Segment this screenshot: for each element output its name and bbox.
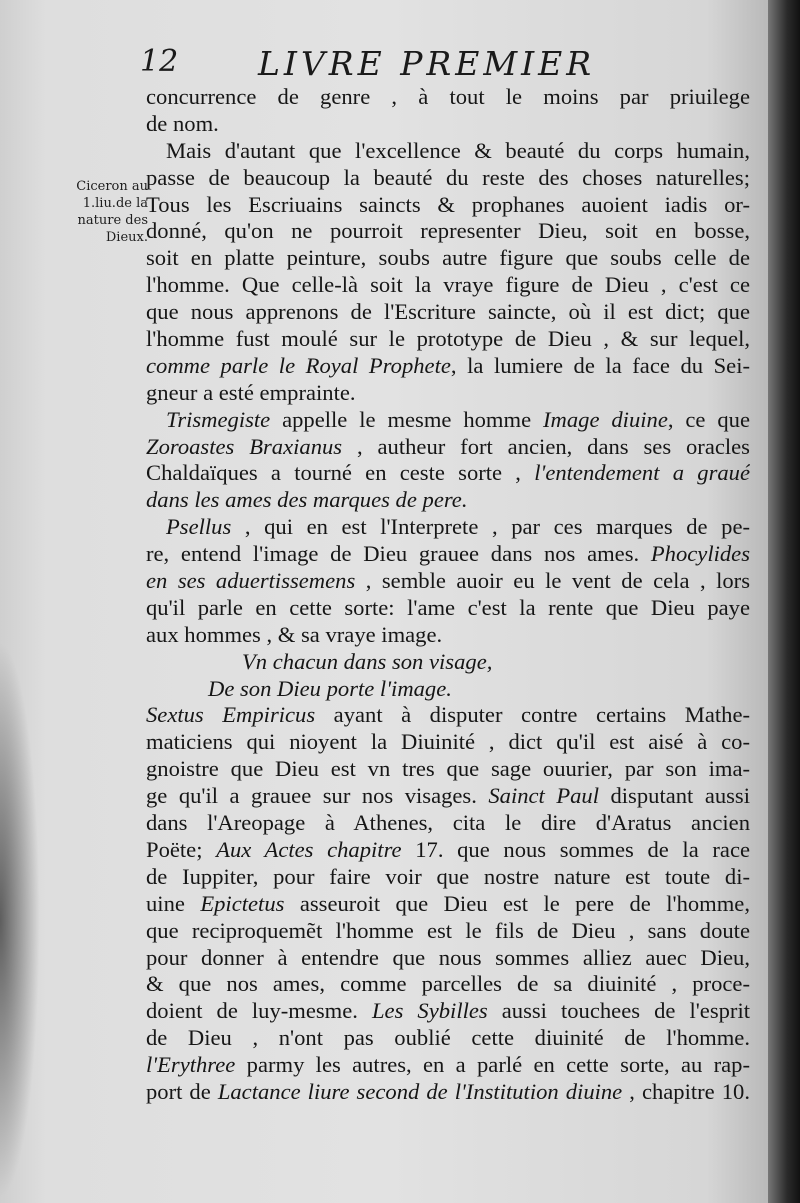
text-segment: l'homme fust moulé sur le prototype de Dieu , & sur lequel, (146, 326, 750, 352)
text-line (146, 326, 750, 353)
text-segment: maticiens qui nioyent la Diuinité , dict qu'il est aisé à co- (146, 729, 750, 755)
text-line (146, 676, 750, 703)
running-head: LIVRE PREMIER (258, 44, 596, 83)
text-line (146, 407, 750, 434)
text-line (146, 891, 750, 918)
page-shadow (0, 640, 40, 1200)
margin-note-line: Ciceron au (76, 179, 148, 194)
italic-text: Trismegiste (166, 406, 271, 432)
italic-text: Epictetus (200, 890, 285, 916)
page-number: 12 (140, 44, 179, 79)
text-line (146, 568, 750, 595)
italic-text: Sextus Empiricus (146, 702, 316, 728)
text-segment: dans l'Areopage à Athenes, cita le dire d'Aratus ancien (146, 810, 750, 836)
italic-text: De son Dieu porte l'image. (208, 675, 452, 701)
text-segment: , autheur fort ancien, dans ses oracles (342, 433, 750, 459)
italic-text: Sainct Paul (488, 783, 599, 809)
text-line (146, 272, 750, 299)
margin-note (56, 178, 148, 246)
text-line (146, 756, 750, 783)
text-line (146, 729, 750, 756)
italic-text: l'Erythree (146, 1052, 236, 1078)
text-line (146, 299, 750, 326)
text-segment: doient de luy-mesme. (146, 998, 372, 1024)
text-line (146, 971, 750, 998)
text-segment: aussi touchees de l'esprit (487, 998, 750, 1024)
italic-text: Image diuine (543, 406, 668, 432)
text-segment: soit en platte peinture, soubs autre figure que soubs celle de (146, 245, 750, 271)
text-line (146, 810, 750, 837)
margin-note-line: 1.liu.de la (82, 196, 148, 211)
text-segment: appelle le mesme homme (270, 406, 544, 432)
text-segment: Chaldaïques a tourné en ceste sorte , (146, 460, 535, 486)
text-line (146, 353, 750, 380)
italic-text: Les Sybilles (371, 998, 488, 1024)
text-segment: & que nos ames, comme parcelles de sa diuinité , proce- (146, 971, 750, 997)
text-segment: , chapitre 10. (622, 1078, 750, 1104)
text-segment: de nom. (146, 110, 219, 136)
text-line (146, 1025, 750, 1052)
italic-text: Vn chacun dans son visage, (242, 648, 493, 674)
text-line (146, 434, 750, 461)
text-segment: aux hommes , & sa vraye image. (146, 621, 443, 647)
text-line (146, 192, 750, 219)
text-line (146, 460, 750, 487)
text-line (146, 702, 750, 729)
text-line (146, 487, 750, 514)
italic-text: l'entendement a graué (534, 460, 750, 486)
text-segment: l'homme. Que celle-là soit la vraye figure de Dieu , c'est ce (146, 272, 750, 298)
text-segment: passe de beaucoup la beauté du reste des choses naturelles; (146, 164, 750, 190)
italic-text: Psellus (166, 514, 232, 540)
text-segment: asseuroit que Dieu est le pere de l'homme, (284, 890, 750, 916)
text-segment: gneur a esté emprainte. (146, 379, 356, 405)
text-line (146, 245, 750, 272)
text-line (146, 111, 750, 138)
text-segment: pour donner à entendre que nous sommes alliez auec Dieu, (146, 944, 750, 970)
text-segment: Mais d'autant que l'excellence & beauté du corps humain, (166, 137, 750, 163)
text-segment: , la lumiere de la face du Sei- (450, 352, 750, 378)
text-line (146, 1079, 750, 1106)
text-line (146, 1052, 750, 1079)
text-line (146, 218, 750, 245)
italic-text: Lactance liure second de l'Institution diuine (217, 1078, 623, 1104)
text-segment: ayant à disputer contre certains Mathe- (315, 702, 750, 728)
text-line (146, 945, 750, 972)
text-segment: disputant aussi (599, 783, 750, 809)
body-text (146, 84, 750, 1106)
text-line (146, 837, 750, 864)
italic-text: comme parle le Royal Prophete (146, 352, 451, 378)
text-line (146, 541, 750, 568)
text-line (146, 514, 750, 541)
text-line (146, 864, 750, 891)
text-segment: , qui en est l'Interprete , par ces marques de pe- (231, 514, 750, 540)
text-line (146, 138, 750, 165)
text-segment: gnoistre que Dieu est vn tres que sage ouurier, par son ima- (146, 756, 750, 782)
text-segment: re, entend l'image de Dieu grauee dans nos ames. (146, 541, 651, 567)
italic-text: Phocylides (650, 541, 750, 567)
text-segment: qu'il parle en cette sorte: l'ame c'est la rente que Dieu paye (146, 594, 750, 620)
text-segment: Tous les Escriuains saincts & prophanes auoient iadis or- (146, 191, 750, 217)
text-line (146, 84, 750, 111)
text-line (146, 622, 750, 649)
text-line (146, 380, 750, 407)
text-segment: de Dieu , n'ont pas oublié cette diuinité de l'homme. (146, 1025, 750, 1051)
text-line (146, 165, 750, 192)
text-line (146, 918, 750, 945)
text-line (146, 998, 750, 1025)
text-line (146, 595, 750, 622)
text-segment: concurrence de genre , à tout le moins par priuilege (146, 84, 750, 109)
text-segment: uine (146, 890, 201, 916)
text-segment: port de (146, 1078, 218, 1104)
text-segment: ge qu'il a grauee sur nos visages. (146, 783, 489, 809)
text-segment: , ce que (667, 406, 750, 432)
margin-note-line: Dieux. (105, 230, 148, 245)
text-segment: donné, qu'on ne pourroit representer Dieu, soit en bosse, (146, 218, 750, 244)
page-header (140, 44, 760, 88)
text-segment: que reciproquemẽt l'homme est le fils de Dieu , sans doute (146, 917, 750, 943)
text-line (146, 783, 750, 810)
book-gutter-edge (768, 0, 800, 1203)
text-segment: parmy les autres, en a parlé en cette sorte, au rap- (235, 1052, 750, 1078)
italic-text: Aux Actes chapitre (216, 836, 402, 862)
text-segment: 17. que nous sommes de la race (401, 836, 750, 862)
text-line (146, 649, 750, 676)
text-segment: que nous apprenons de l'Escriture saincte, où il est dict; que (146, 299, 750, 325)
text-segment: de Iuppiter, pour faire voir que nostre nature est toute di- (146, 863, 750, 889)
text-segment: , semble auoir eu le vent de cela , lors (355, 568, 750, 594)
margin-note-line: nature des (77, 213, 148, 228)
italic-text: dans les ames des marques de pere. (146, 487, 468, 513)
italic-text: Zoroastes Braxianus (146, 433, 343, 459)
text-segment: Poëte; (146, 836, 217, 862)
italic-text: en ses aduertissemens (146, 568, 356, 594)
